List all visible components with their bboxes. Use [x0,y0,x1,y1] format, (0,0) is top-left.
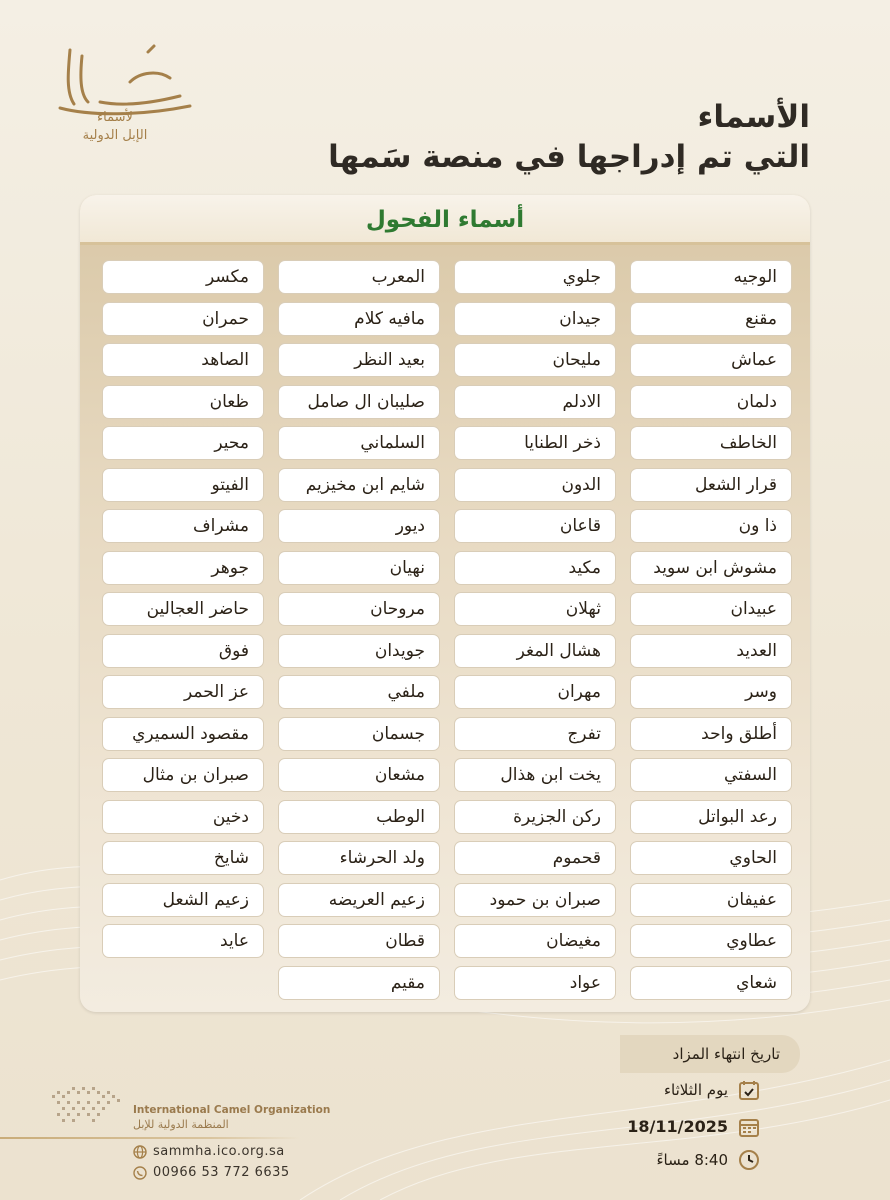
page-title [328,97,810,177]
stallion-name-cell: مروحان [278,592,440,626]
stallion-name-cell: ظعان [102,385,264,419]
stallion-name-cell: قرار الشعل [630,468,792,502]
stallion-name-cell: مهران [454,675,616,709]
title-line-2: التي تم إدراجها في منصة سَمها [328,139,810,175]
stallion-name-cell: فوق [102,634,264,668]
stallion-name-cell: الخاطف [630,426,792,460]
auction-day: يوم الثلاثاء [664,1081,728,1099]
stallion-name-cell: الصاهد [102,343,264,377]
stallion-name-cell: ركن الجزيرة [454,800,616,834]
auction-heading: تاريخ انتهاء المزاد [620,1035,800,1073]
stallion-name-cell: جوهر [102,551,264,585]
stallion-name-cell: مليحان [454,343,616,377]
stallion-name-cell: دخين [102,800,264,834]
stallion-name-cell: عز الحمر [102,675,264,709]
stallion-name-cell: نهيان [278,551,440,585]
panel-header [80,195,810,245]
panel-title: أسماء الفحول [365,207,525,233]
stallion-name-cell: مشراف [102,509,264,543]
stallion-name-cell: قحموم [454,841,616,875]
stallion-name-cell: أطلق واحد [630,717,792,751]
stallion-name-cell: الدون [454,468,616,502]
stallion-name-cell: عفيفان [630,883,792,917]
stallion-name-cell: وسر [630,675,792,709]
auction-time: 8:40 مساءً [656,1151,728,1169]
stallion-name-cell: محير [102,426,264,460]
logo-subtitle-2: الإبل الدولية [82,128,148,143]
stallion-name-cell: مقنع [630,302,792,336]
stallion-name-cell: الحاوي [630,841,792,875]
stallion-name-cell: عبيدان [630,592,792,626]
samha-logo [30,42,215,152]
stallion-name-cell: جيدان [454,302,616,336]
stallion-name-cell: مافيه كلام [278,302,440,336]
stallion-name-cell: ولد الحرشاء [278,841,440,875]
stallion-name-cell: مشعان [278,758,440,792]
stallion-name-cell: هشال المغر [454,634,616,668]
auction-info [620,1035,800,1175]
stallion-name-cell: مغيضان [454,924,616,958]
stallion-name-cell: شايم ابن مخيزيم [278,468,440,502]
stallion-name-cell: بعيد النظر [278,343,440,377]
stallion-name-cell: شايخ [102,841,264,875]
stallion-name-cell: قاعان [454,509,616,543]
stallion-name-cell: حمران [102,302,264,336]
stallion-name-cell: جسمان [278,717,440,751]
website-link[interactable]: sammha.ico.org.sa [153,1144,285,1159]
stallion-name-cell: الوطب [278,800,440,834]
title-line-1: الأسماء [697,99,810,135]
stallion-name-cell: الوجيه [630,260,792,294]
stallion-name-cell: السلماني [278,426,440,460]
stallion-name-cell: عايد [102,924,264,958]
stallion-name-cell: عطاوي [630,924,792,958]
phone-number[interactable]: 00966 53 772 6635 [153,1165,290,1180]
stallion-name-cell: ذخر الطنايا [454,426,616,460]
stallion-name-cell: مكسر [102,260,264,294]
stallion-name-cell: مكيد [454,551,616,585]
names-grid [102,260,792,1000]
org-name-arabic: المنظمة الدولية للإبل [133,1118,229,1131]
org-name-english: International Camel Organization [133,1104,331,1116]
stallion-name-cell: ملفي [278,675,440,709]
auction-date-row [600,1116,760,1140]
clock-icon [738,1149,760,1171]
stallion-name-cell: رعد البواتل [630,800,792,834]
globe-icon [133,1145,147,1159]
stallion-name-cell: العديد [630,634,792,668]
stallion-name-cell: صبران بن حمود [454,883,616,917]
stallion-name-cell: جلوي [454,260,616,294]
stallion-name-cell: مقيم [278,966,440,1000]
stallion-name-cell: ذا ون [630,509,792,543]
stallion-name-cell: مقصود السميري [102,717,264,751]
stallion-name-cell: صليبان ال صامل [278,385,440,419]
auction-day-row [600,1079,760,1103]
stallion-name-cell: زعيم الشعل [102,883,264,917]
stallion-name-cell: شعاي [630,966,792,1000]
stallion-name-cell: الفيتو [102,468,264,502]
logo-subtitle-1: لأسماء [97,110,133,125]
footer-divider [0,1137,300,1139]
stallion-name-cell: جويدان [278,634,440,668]
names-panel [80,195,810,1012]
auction-date: 18/11/2025 [627,1117,728,1136]
stallion-name-cell: صبران بن مثال [102,758,264,792]
stallion-name-cell: الادلم [454,385,616,419]
stallion-name-cell: تفرج [454,717,616,751]
calendar-check-icon [738,1079,760,1101]
stallion-name-cell: ثهلان [454,592,616,626]
stallion-name-cell: عواد [454,966,616,1000]
stallion-name-cell: مشوش ابن سويد [630,551,792,585]
auction-time-row [600,1149,760,1173]
stallion-name-cell: ديور [278,509,440,543]
stallion-name-cell: عماش [630,343,792,377]
stallion-name-cell: السفتي [630,758,792,792]
stallion-name-cell: يخت ابن هذال [454,758,616,792]
ico-logo-mark [50,1085,130,1130]
stallion-name-cell: المعرب [278,260,440,294]
stallion-name-cell: دلمان [630,385,792,419]
stallion-name-cell: زعيم العريضه [278,883,440,917]
calendar-icon [738,1116,760,1138]
stallion-name-cell: قطان [278,924,440,958]
stallion-name-cell: حاضر العجالين [102,592,264,626]
whatsapp-icon [133,1166,147,1180]
